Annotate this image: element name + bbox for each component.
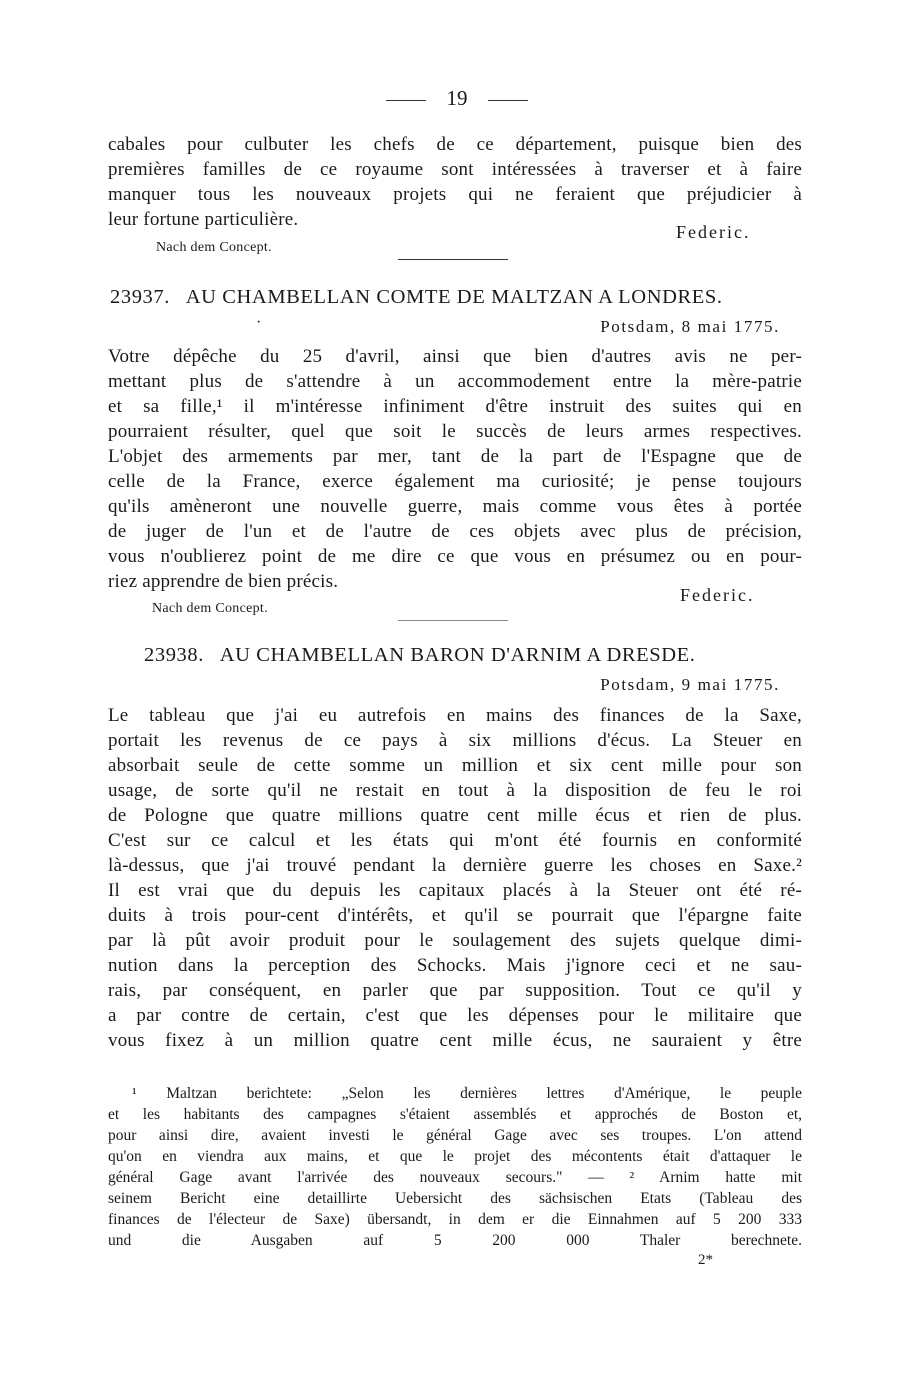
footnote-line: pour ainsi dire, avaient investi le général Gage avec ses troupes. L'on attend [108,1127,802,1144]
footnote-line: seinem Bericht eine detaillirte Uebersicht des sächsischen Etats (Tableau des [108,1190,802,1207]
letter-number: 23937. [110,286,170,308]
text-line: rais, par conséquent, en parler que par supposition. Tout ce qu'il y [108,980,802,1001]
text-line: Le tableau que j'ai eu autrefois en mains des finances de la Saxe, [108,705,802,726]
footnote-line: général Gage avant l'arrivée des nouveaux secours." — ² Arnim hatte mit [108,1169,802,1186]
signature: Federic. [680,585,755,605]
letter-title: AU CHAMBELLAN BARON D'ARNIM A DRESDE. [219,644,696,666]
page-number: 19 [446,86,468,110]
text-line: riez apprendre de bien précis. [108,571,339,592]
footnote-line: und die Ausgaben auf 5 200 000 Thaler berechnete. [108,1232,802,1249]
text-line: Il est vrai que du depuis les capitaux placés à la Steuer ont été ré- [108,880,802,901]
text-line: duits à trois pour-cent d'intérêts, et qu'il se pourrait que l'épargne faite [108,905,802,926]
header-dash-left [386,100,426,101]
text-line: vous fixez à un million quatre cent mille écus, ne sauraient y être [108,1030,802,1051]
signature: Federic. [676,222,751,242]
letter-heading [110,286,723,309]
source-note: Nach dem Concept. [152,601,268,616]
footnote-line: finances de l'électeur de Saxe) übersandt, in dem er die Einnahmen auf 5 200 333 [108,1211,802,1228]
ornament-dot: · [256,314,262,331]
footnote-line: et les habitants des campagnes s'étaient assemblés et approchés de Boston et, [108,1106,802,1123]
text-line: vous n'oublierez point de me dire ce que vous en présumez ou en pour- [108,546,802,567]
place-date: Potsdam, 8 mai 1775. [600,317,780,336]
text-line: pourraient résulter, quel que soit le succès de leurs armes respectives. [108,421,802,442]
text-line: là-dessus, que j'ai trouvé pendant la dernière guerre les choses en Saxe.² [108,855,802,876]
text-line: manquer tous les nouveaux projets qui ne feraient que préjudicier à [108,184,802,205]
separator-rule [398,259,508,260]
source-note: Nach dem Concept. [156,240,272,255]
text-line: cabales pour culbuter les chefs de ce département, puisque bien des [108,134,802,155]
text-line: et sa fille,¹ il m'intéresse infiniment d'être instruit des suites qui en [108,396,802,417]
text-line: L'objet des armements par mer, tant de la part de l'Espagne que de [108,446,802,467]
text-line: leur fortune particulière. [108,209,299,230]
text-line: premières familles de ce royaume sont intéressées à traverser et à faire [108,159,802,180]
text-line: qu'ils amèneront une nouvelle guerre, mais comme vous êtes à portée [108,496,802,517]
text-line: C'est sur ce calcul et les états qui m'ont été fournis en conformité [108,830,802,851]
text-line: portait les revenus de ce pays à six millions d'écus. La Steuer en [108,730,802,751]
footnote-line: qu'on en viendra aux mains, et que le projet des mécontents était d'attaquer le [108,1148,802,1165]
letter-number: 23938. [144,644,204,666]
signature-mark: 2* [698,1252,713,1268]
text-line: usage, de sorte qu'il ne restait en tout à la disposition de feu le roi [108,780,802,801]
letter-heading [144,644,696,667]
letter-title: AU CHAMBELLAN COMTE DE MALTZAN A LONDRES. [185,286,723,308]
text-line: absorbait seule de cette somme un million et six cent mille pour son [108,755,802,776]
text-line: de Pologne que quatre millions quatre cent mille écus et rien de plus. [108,805,802,826]
text-line: mettant plus de s'attendre à un accommodement entre la mère-patrie [108,371,802,392]
text-line: par là pût avoir produit pour le soulagement des sujets quelque dimi- [108,930,802,951]
text-line: de juger de l'un et de l'autre de ces objets avec plus de précision, [108,521,802,542]
text-line: nution dans la perception des Schocks. Mais j'ignore ceci et ne sau- [108,955,802,976]
text-line: celle de la France, exerce également ma curiosité; je pense toujours [108,471,802,492]
text-line: a par contre de certain, c'est que les dépenses pour le militaire que [108,1005,802,1026]
place-date: Potsdam, 9 mai 1775. [600,675,780,694]
footnote-line: ¹ Maltzan berichtete: „Selon les dernières lettres d'Amérique, le peuple [132,1085,802,1102]
header-dash-right [488,100,528,101]
text-line: Votre dépêche du 25 d'avril, ainsi que bien d'autres avis ne per- [108,346,802,367]
separator-rule [398,620,508,621]
